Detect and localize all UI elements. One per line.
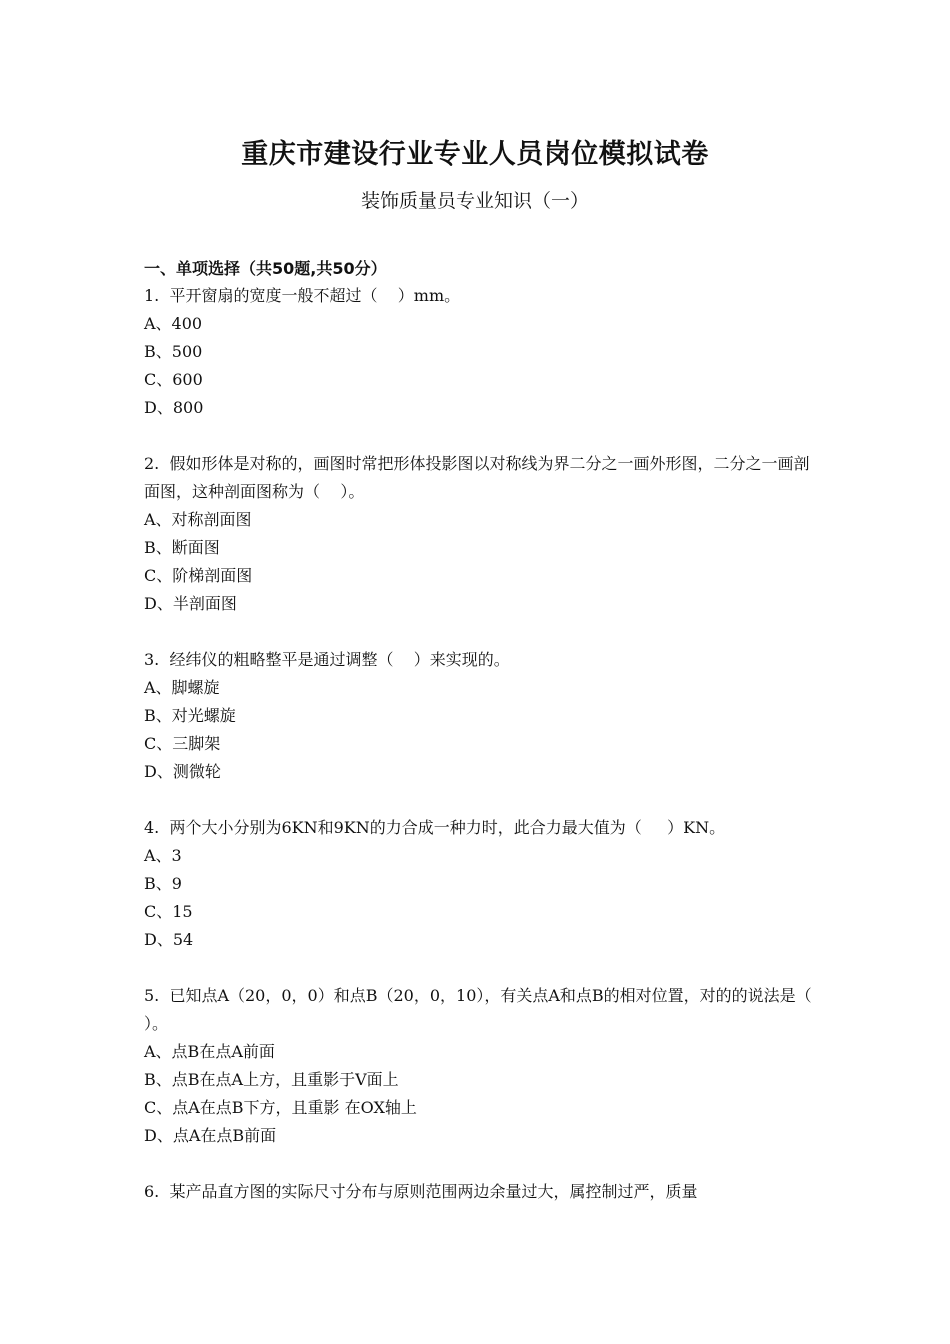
option-b: B、对光螺旋 xyxy=(144,706,236,725)
option-b: B、点B在点A上方，且重影于V面上 xyxy=(144,1070,399,1089)
option-c: C、15 xyxy=(144,902,193,921)
question-4 xyxy=(144,814,824,954)
question-1 xyxy=(144,282,824,422)
option-a: A、点B在点A前面 xyxy=(144,1042,275,1061)
option-b: B、500 xyxy=(144,342,203,361)
option-a: A、脚螺旋 xyxy=(144,678,220,697)
question-text: 6. 某产品直方图的实际尺寸分布与原则范围两边余量过大，属控制过严，质量 xyxy=(144,1182,698,1201)
question-5 xyxy=(144,982,838,1150)
option-d: D、测微轮 xyxy=(144,762,221,781)
option-c: C、600 xyxy=(144,370,203,389)
question-text: 3. 经纬仪的粗略整平是通过调整（ ）来实现的。 xyxy=(144,650,510,669)
option-b: B、9 xyxy=(144,874,182,893)
question-2 xyxy=(144,450,824,618)
option-a: A、400 xyxy=(144,314,203,333)
option-d: D、800 xyxy=(144,398,204,417)
option-d: D、点A在点B前面 xyxy=(144,1126,277,1145)
option-a: A、对称剖面图 xyxy=(144,510,252,529)
option-d: D、半剖面图 xyxy=(144,594,237,613)
question-text: 5. 已知点A（20，0，0）和点B（20，0，10），有关点A和点B的相对位置，对的的说法是（ ）。 xyxy=(144,986,838,1033)
question-list xyxy=(144,282,838,1234)
option-c: C、点A在点B下方，且重影 在OX轴上 xyxy=(144,1098,417,1117)
option-c: C、三脚架 xyxy=(144,734,221,753)
question-6 xyxy=(144,1178,824,1206)
option-d: D、54 xyxy=(144,930,194,949)
section-heading: 一、单项选择（共50题,共50分） xyxy=(144,259,387,278)
option-b: B、断面图 xyxy=(144,538,220,557)
question-text: 2. 假如形体是对称的，画图时常把形体投影图以对称线为界二分之一画外形图，二分之一画剖面图，这种剖面图称为（ ）。 xyxy=(144,454,810,501)
question-text: 1. 平开窗扇的宽度一般不超过（ ）mm。 xyxy=(144,286,461,305)
question-3 xyxy=(144,646,824,786)
option-c: C、阶梯剖面图 xyxy=(144,566,253,585)
document-title: 重庆市建设行业专业人员岗位模拟试卷 xyxy=(241,139,709,170)
question-text: 4. 两个大小分别为6KN和9KN的力合成一种力时，此合力最大值为（ ）KN。 xyxy=(144,818,726,837)
document-subtitle: 装饰质量员专业知识（一） xyxy=(360,190,589,212)
option-a: A、3 xyxy=(144,846,182,865)
